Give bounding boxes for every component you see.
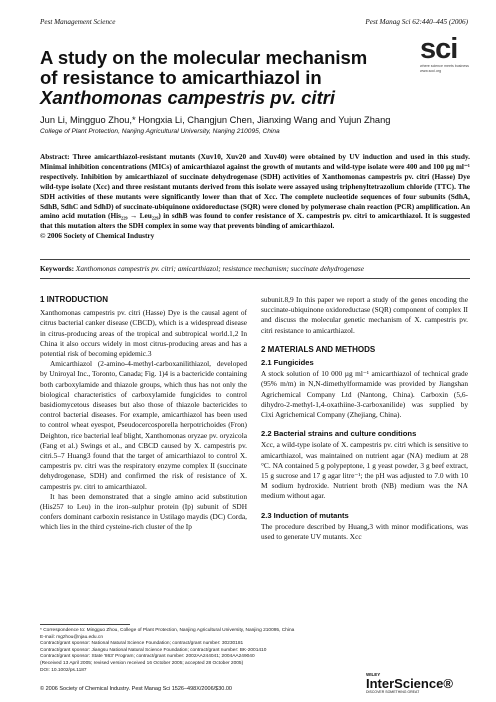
interscience-tagline: DISCOVER SOMETHING GREAT bbox=[366, 690, 420, 694]
title-line-3 bbox=[40, 88, 400, 108]
journal-citation: Pest Manag Sci 62:440–445 (2006) bbox=[365, 18, 468, 26]
intro-paragraph-3: It has been demonstrated that a single amino acid substitution (His257 to Leu) in the iron–sulphur protein (Ip) subunit of SDH confers dominant carboxin resistance in Ustilago maydis (DC) Corda, which lies in the third cysteine-rich cluster of the Ip bbox=[40, 491, 247, 532]
induction-paragraph: The procedure described by Huang,3 with minor modifications, was used to generate UV mutants. Xcc bbox=[261, 521, 468, 542]
sci-logo-url: www.soci.org bbox=[420, 68, 442, 73]
author-list: Jun Li, Mingguo Zhou,* Hongxia Li, Changjun Chen, Jianxing Wang and Yujun Zhang bbox=[40, 115, 391, 125]
intro-paragraph-1: Xanthomonas campestris pv. citri (Hasse) Dye is the causal agent of citrus bacterial canker disease (CBCD), which is a widespread disease in citrus-producing areas of the tropical and subtropical world.1,2 In China it also occurs widely in most citrus-producing areas and has a potential risk of becoming epidemic.3 bbox=[40, 308, 247, 359]
fungicides-paragraph: A stock solution of 10 000 µg ml⁻¹ amicarthiazol of technical grade (95% m/m) in N,N-dimethylformamide was provided by Jiangshan Agrichemical Company Ltd (Nantong, China). Carboxin (5,6-dihydro-2-methyl-1,4-oxathiine-3-carboxanilide) was supplied by Cixi Agrichemical Company (Zhejiang, China). bbox=[261, 369, 468, 420]
wiley-wordmark: WILEY bbox=[366, 672, 381, 677]
keywords bbox=[40, 264, 470, 273]
abstract-copyright: © 2006 Society of Chemical Industry bbox=[40, 231, 155, 241]
abstract bbox=[40, 152, 470, 241]
right-column bbox=[261, 295, 468, 542]
title-line-3-text: Xanthomonas campestris pv. citri bbox=[40, 87, 336, 108]
journal-name: Pest Management Science bbox=[40, 18, 116, 26]
copyright-footer: © 2006 Society of Chemical Industry. Pest Manag Sci 1526–498X/2006/$30.00 bbox=[40, 686, 232, 692]
footnote-correspondence: * Correspondence to: Mingguo Zhou, College of Plant Protection, Nanjing Agricultural University, Nanjing 210095, China bbox=[40, 628, 295, 633]
subsection-heading-induction: 2.3 Induction of mutants bbox=[261, 510, 349, 520]
section-heading-introduction: 1 INTRODUCTION bbox=[40, 295, 108, 304]
subsection-heading-strains: 2.2 Bacterial strains and culture conditions bbox=[261, 429, 417, 439]
footnote-grant-2: Contract/grant sponsor: Jiangsu National Natural Science Foundation; contract/grant number: BK-2001410 bbox=[40, 647, 267, 653]
title-line-2: of resistance to amicarthiazol in bbox=[40, 67, 322, 88]
section-heading-materials-methods: 2 MATERIALS AND METHODS bbox=[261, 344, 376, 354]
strains-paragraph: Xcc, a wild-type isolate of X. campestris pv. citri which is sensitive to amicarthiazol, was maintained on nutrient agar (NA) medium at 28 °C. NA contained 5 g polypeptone, 1 g yeast powder, 3 g beef extract, 15 g sucrose and 17 g agar litre⁻¹; the pH was adjusted to 7.0 with 10 M sodium hydroxide. Nutrient broth (NB) medium was the NA medium without agar. bbox=[261, 440, 468, 501]
sci-logo-mark: sci bbox=[420, 33, 458, 65]
footnote-grant-3: Contract/grant sponsor: State '863' Program; contract/grant number: 2002AA244041; 2004AA249040 bbox=[40, 654, 255, 660]
left-column bbox=[40, 295, 247, 533]
interscience-wordmark: InterScience® bbox=[366, 676, 453, 691]
subsection-heading-fungicides: 2.1 Fungicides bbox=[261, 358, 314, 368]
footnote-received: (Received 13 April 2005; revised version received 16 October 2005; accepted 28 October 2005) bbox=[40, 660, 244, 666]
affiliation: College of Plant Protection, Nanjing Agricultural University, Nanjing 210095, China bbox=[40, 128, 280, 135]
keywords-text: Xanthomonas campestris pv. citri; amicarthiazol; resistance mechanism; succinate dehydrogenase bbox=[75, 264, 364, 273]
footnote-divider bbox=[40, 624, 130, 625]
footnote-grant-1: Contract/grant sponsor: National Natural Science Foundation; contract/grant number: 30230181 bbox=[40, 641, 244, 647]
title-line-1: A study on the molecular mechanism bbox=[40, 47, 368, 68]
footnote-doi: DOI: 10.1002/ps.1187 bbox=[40, 667, 87, 673]
footnotes bbox=[40, 628, 470, 674]
sci-logo bbox=[420, 34, 470, 76]
intro-paragraph-2: Amicarthiazol (2-amino-4-methyl-carboxanilithiazol, developed by Uniroyal Inc., Toronto, Canada; Fig. 1)4 is a bactericide containing both carboxylamide and thiazole groups, which thus has not only the biological characteristics of carboxylamide fungicides to control basidiomycetous diseases but also those of thiazole bactericides to control bacterial diseases. For example, amicarthiazol has been used to control wheat eyespot, Pseudocercosporella herpotrichoides (Fron) Deighton, rice bacterial leaf blight, Xanthomonas oryzae pv. oryzicola (Fang et al.) Swings et al., and CBCD caused by X. campestris pv. citri.5–7 Huang3 found that the target of amicarthiazol to control X. campestris pv. citri was the respiratory enzyme complex II (succinate dehydrogenase, SDH) and confirmed the risk of resistance of X. campestris pv. citri to amicarthiazol. bbox=[40, 359, 247, 491]
article-title bbox=[40, 48, 400, 108]
keywords-divider bbox=[40, 278, 470, 279]
abstract-divider bbox=[40, 259, 470, 260]
abstract-text: Three amicarthiazol-resistant mutants (Xuv10, Xuv20 and Xuv40) were obtained by UV induction and used in this study. Minimal inhibition concentrations (MICs) of amicarthiazol against the growth of mutants and wild-type isolate were 400 and 100 µg ml⁻¹ respectively. Inhibition by amicarthiazol of succinate dehydrogenase (SDH) activities of Xanthomonas campestris pv. citri (Hasse) Dye wild-type isolate (Xcc) and three resistant mutants derived from this isolate were assayed using triphenyltetrazolium chloride (TTC). The SDH activities of these mutants were significantly lower than that of Xcc. The complete nucleotide sequences of four subunits (SdhA, SdhB, SdhC and SdhD) of succinate-ubiquinone oxidoreductase (SQR) were cloned by polymerase chain reaction (PCR) amplification. An amino acid mutation (His₂₂₉ → Leu₂₂₉) in sdhB was found to confer resistance of X. campestris pv. citri to amicarthiazol. It is suggested that this mutation alters the SDH complex in some way that prevents binding of amicarthiazol. bbox=[40, 152, 470, 231]
keywords-label: Keywords: bbox=[40, 264, 75, 273]
footnote-email: E-mail: mgzhou@njau.edu.cn bbox=[40, 634, 103, 640]
intro-paragraph-continued: subunit.8,9 In this paper we report a study of the genes encoding the succinate-ubiquinone oxidoreductase (SQR) component of complex II and discuss the molecular genetic mechanism of X. campestris pv. citri resistance to amicarthiazol. bbox=[261, 295, 468, 335]
sci-logo-tagline: where science meets business bbox=[420, 64, 469, 68]
abstract-label: Abstract: bbox=[40, 152, 70, 161]
wiley-interscience-logo bbox=[366, 672, 470, 694]
